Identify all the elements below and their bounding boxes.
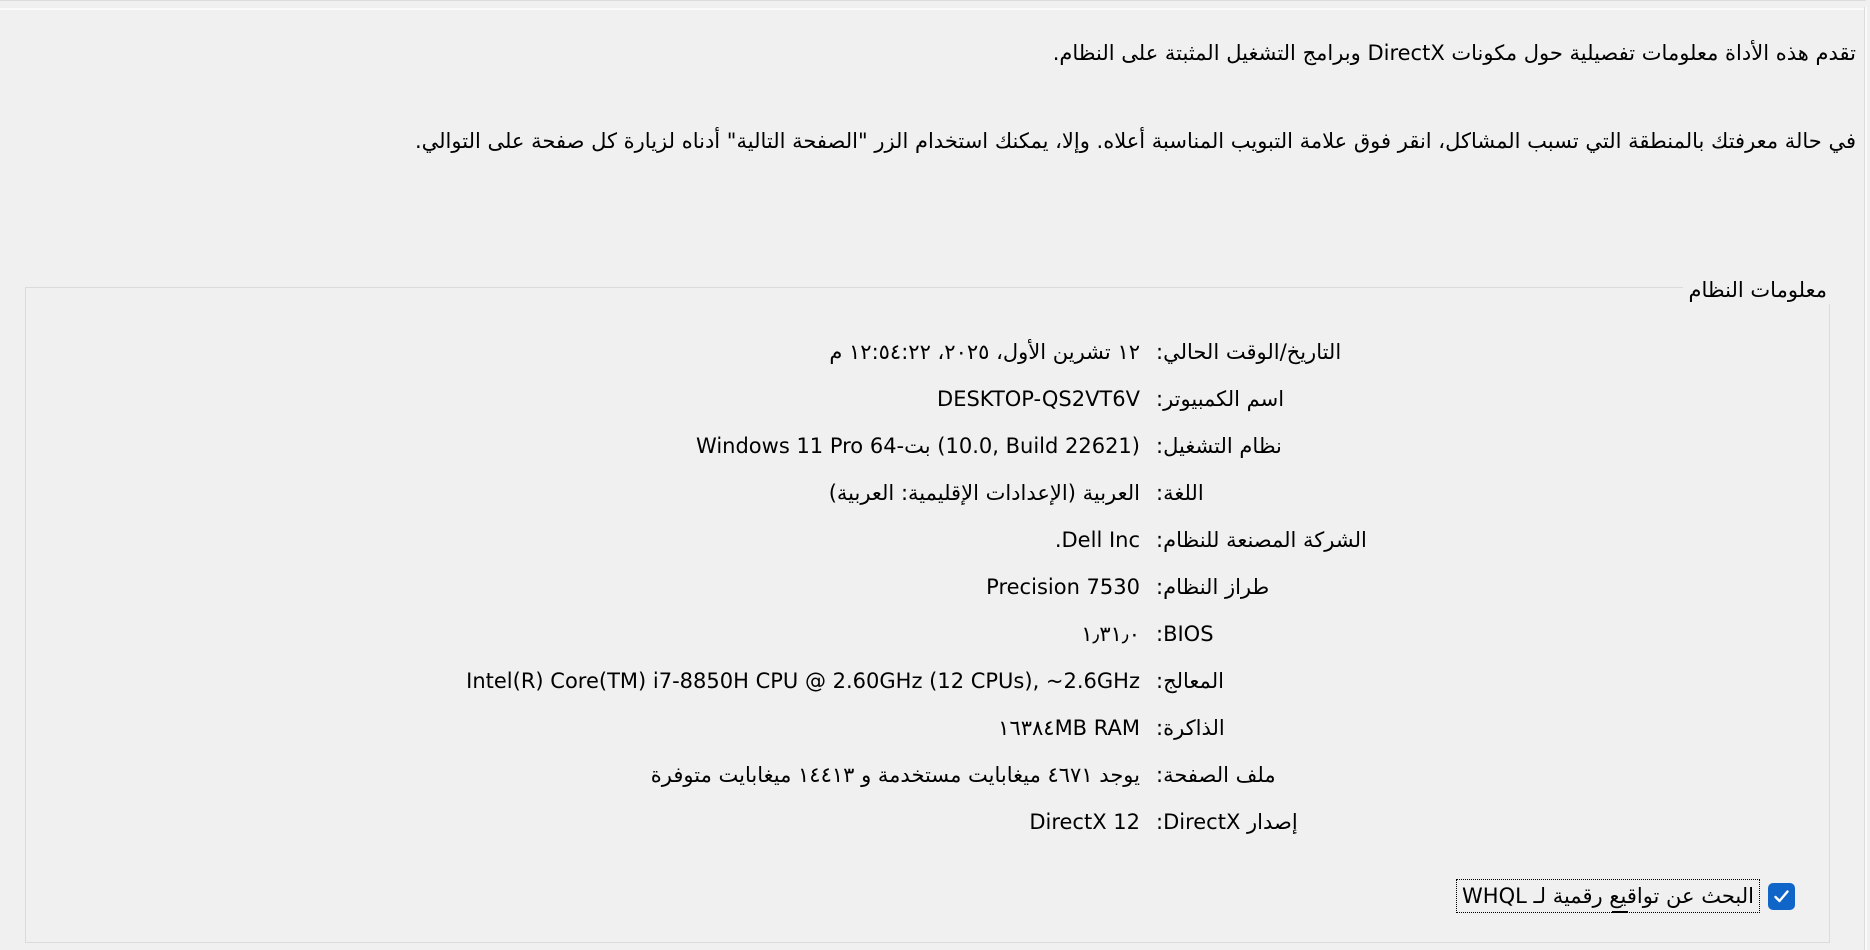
info-row xyxy=(45,704,1390,751)
accelerator-underline xyxy=(1612,911,1628,913)
info-value: العربية (الإعدادات الإقليمية: العربية) xyxy=(828,480,1140,505)
info-value: يوجد ٤٦٧١ ميغابايت مستخدمة و ١٤٤١٣ ميغابايت متوفرة xyxy=(650,762,1140,787)
info-row xyxy=(45,610,1390,657)
info-row xyxy=(45,798,1390,845)
tab-page-top-edge-highlight xyxy=(0,8,1866,10)
info-value: Intel(R) Core(TM) i7-8850H CPU @ 2.60GHz (12 CPUs), ~2.6GHz xyxy=(466,668,1140,693)
tool-description-text: تقدم هذه الأداة معلومات تفصيلية حول مكونات DirectX وبرامج التشغيل المثبتة على النظام. xyxy=(1052,41,1856,65)
system-info-groupbox-title: معلومات النظام xyxy=(1683,276,1833,304)
checkmark-icon xyxy=(1772,887,1791,906)
info-label: الذاكرة: xyxy=(1156,715,1225,740)
info-label: التاريخ/الوقت الحالي: xyxy=(1156,339,1342,364)
info-value: ١٫٣١٫٠ xyxy=(1081,621,1140,646)
info-label: ملف الصفحة: xyxy=(1156,762,1276,787)
info-label: BIOS: xyxy=(1156,621,1214,646)
info-value: DESKTOP-QS2VT6V xyxy=(937,386,1140,411)
info-label: طراز النظام: xyxy=(1156,574,1270,599)
info-row xyxy=(45,516,1390,563)
info-row xyxy=(45,469,1390,516)
navigation-instruction-text: في حالة معرفتك بالمنطقة التي تسبب المشاكل، انقر فوق علامة التبويب المناسبة أعلاه. وإلا، يمكنك استخدام الزر "الصفحة التالية" أدناه لزيارة كل صفحة على التوالي. xyxy=(414,129,1856,153)
info-label: الشركة المصنعة للنظام: xyxy=(1156,527,1367,552)
info-value: Dell Inc. xyxy=(1054,527,1140,552)
info-value: Windows 11 Pro 64-بت (10.0, Build 22621) xyxy=(696,433,1140,458)
system-info-table xyxy=(45,328,1390,845)
info-row xyxy=(45,657,1390,704)
info-row xyxy=(45,422,1390,469)
info-label: اللغة: xyxy=(1156,480,1204,505)
info-row xyxy=(45,375,1390,422)
info-label: المعالج: xyxy=(1156,668,1224,693)
info-value: ١٢ تشرين الأول، ٢٠٢٥، ١٢:٥٤:٢٢ م xyxy=(829,339,1140,364)
info-label: نظام التشغيل: xyxy=(1156,433,1282,458)
tab-page-top-edge xyxy=(0,0,1866,1)
info-row xyxy=(45,328,1390,375)
tab-page-right-edge-highlight xyxy=(1865,7,1867,950)
whql-checkbox[interactable] xyxy=(1768,883,1795,910)
info-row xyxy=(45,751,1390,798)
whql-checkbox-label[interactable]: البحث عن تواقيع رقمية لـ WHQL xyxy=(1456,879,1760,913)
info-value: Precision 7530 xyxy=(986,574,1140,599)
info-value: ١٦٣٨٤MB RAM xyxy=(998,715,1140,740)
info-label: إصدار DirectX: xyxy=(1156,809,1298,834)
info-label: اسم الكمبيوتر: xyxy=(1156,386,1285,411)
info-value: DirectX 12 xyxy=(1029,809,1140,834)
info-row xyxy=(45,563,1390,610)
